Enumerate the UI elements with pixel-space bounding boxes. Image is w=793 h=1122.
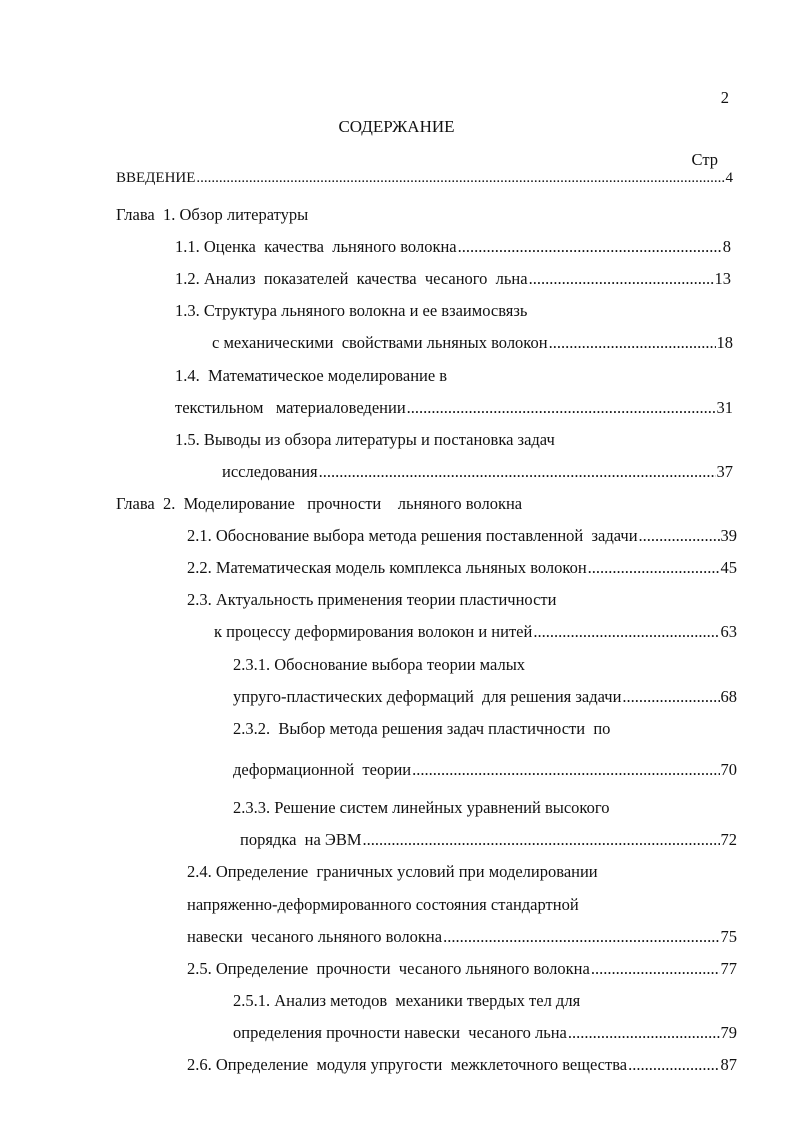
toc-entry-1-4 xyxy=(175,398,733,418)
toc-page-number: 45 xyxy=(720,558,737,577)
toc-entry-text: 1.2. Анализ показателей качества чесаного льна xyxy=(175,269,528,288)
toc-entry-1-5-line1: 1.5. Выводы из обзора литературы и постановка задач xyxy=(175,430,555,449)
toc-entry-1-3 xyxy=(212,333,733,353)
toc-page-number: 68 xyxy=(720,687,737,706)
toc-page-number: 31 xyxy=(716,398,733,417)
toc-entry-introduction xyxy=(116,168,733,188)
toc-entry-text: порядка на ЭВМ xyxy=(240,830,362,849)
toc-entry-1-2 xyxy=(175,269,731,289)
toc-entry-2-3-1 xyxy=(233,687,737,707)
toc-entry-2-3-1-line1: 2.3.1. Обоснование выбора теории малых xyxy=(233,655,526,674)
toc-leader xyxy=(363,830,720,850)
toc-chapter-2: Глава 2. Моделирование прочности льняного волокна xyxy=(116,494,523,513)
toc-entry-text: упруго-пластических деформаций для решения задачи xyxy=(233,687,622,706)
toc-entry-2-4-line1: 2.4. Определение граничных условий при моделировании xyxy=(187,862,598,881)
toc-entry-2-3-3-line1: 2.3.3. Решение систем линейных уравнений высокого xyxy=(233,798,610,817)
toc-entry-text: 2.5. Определение прочности чесаного льняного волокна xyxy=(187,959,590,978)
toc-entry-text: 2.2. Математическая модель комплекса льняных волокон xyxy=(187,558,587,577)
toc-entry-2-4 xyxy=(187,927,737,947)
toc-entry-2-3-2 xyxy=(233,760,737,780)
toc-page-number: 63 xyxy=(720,622,737,641)
toc-page-number: 77 xyxy=(720,959,737,978)
toc-page-number: 72 xyxy=(720,830,737,849)
toc-leader xyxy=(568,1023,720,1043)
toc-leader xyxy=(458,237,722,257)
toc-page-number: 37 xyxy=(716,462,733,481)
toc-leader xyxy=(443,927,719,947)
toc-leader xyxy=(529,269,714,289)
toc-leader xyxy=(622,687,719,707)
toc-leader xyxy=(588,558,720,578)
toc-entry-2-6 xyxy=(187,1055,737,1075)
toc-entry-2-3-3 xyxy=(240,830,737,850)
toc-leader xyxy=(549,333,716,353)
toc-leader xyxy=(591,959,720,979)
toc-page-number: 39 xyxy=(720,526,737,545)
toc-leader xyxy=(407,398,716,418)
toc-entry-text: текстильном материаловедении xyxy=(175,398,406,417)
toc-entry-2-3 xyxy=(214,622,737,642)
toc-entry-2-1 xyxy=(187,526,737,546)
toc-entry-2-3-2-line1: 2.3.2. Выбор метода решения задач пластичности по xyxy=(233,719,611,738)
toc-leader xyxy=(319,462,716,482)
page-number: 2 xyxy=(720,88,729,107)
toc-entry-text: деформационной теории xyxy=(233,760,412,779)
toc-entry-2-5-1 xyxy=(233,1023,737,1043)
page-column-header: Стр xyxy=(691,150,718,169)
toc-leader xyxy=(412,760,719,780)
toc-entry-text: с механическими свойствами льняных волокон xyxy=(212,333,548,352)
toc-entry-2-5 xyxy=(187,959,737,979)
toc-entry-text: 2.6. Определение модуля упругости межклеточного вещества xyxy=(187,1055,628,1074)
toc-entry-1-3-line1: 1.3. Структура льняного волокна и ее взаимосвязь xyxy=(175,301,528,320)
toc-page-number: 18 xyxy=(716,333,733,352)
toc-page-number: 75 xyxy=(720,927,737,946)
toc-page-number: 13 xyxy=(714,269,731,288)
toc-entry-text: исследования xyxy=(222,462,318,481)
toc-page-number: 70 xyxy=(720,760,737,779)
toc-entry-2-2 xyxy=(187,558,737,578)
toc-page-number: 8 xyxy=(722,237,731,256)
toc-chapter-1: Глава 1. Обзор литературы xyxy=(116,205,309,224)
toc-leader xyxy=(196,168,724,188)
page-title: СОДЕРЖАНИЕ xyxy=(338,117,455,136)
toc-entry-text: навески чесаного льняного волокна xyxy=(187,927,443,946)
toc-entry-text: ВВЕДЕНИЕ xyxy=(116,170,196,186)
toc-leader xyxy=(533,622,719,642)
toc-entry-1-5 xyxy=(222,462,733,482)
toc-entry-2-5-1-line1: 2.5.1. Анализ методов механики твердых тел для xyxy=(233,991,581,1010)
toc-leader xyxy=(639,526,720,546)
toc-entry-2-4-line2: напряженно-деформированного состояния стандартной xyxy=(187,895,579,914)
toc-leader xyxy=(628,1055,719,1075)
toc-entry-text: к процессу деформирования волокон и нитей xyxy=(214,622,533,641)
toc-page-number: 87 xyxy=(720,1055,737,1074)
toc-page-number: 79 xyxy=(720,1023,737,1042)
toc-page-number: 4 xyxy=(725,170,733,186)
toc-entry-text: 2.1. Обоснование выбора метода решения поставленной задачи xyxy=(187,526,638,545)
toc-entry-text: 1.1. Оценка качества льняного волокна xyxy=(175,237,457,256)
toc-entry-1-4-line1: 1.4. Математическое моделирование в xyxy=(175,366,448,385)
toc-entry-text: определения прочности навески чесаного льна xyxy=(233,1023,567,1042)
toc-entry-2-3-line1: 2.3. Актуальность применения теории пластичности xyxy=(187,590,557,609)
toc-entry-1-1 xyxy=(175,237,731,257)
